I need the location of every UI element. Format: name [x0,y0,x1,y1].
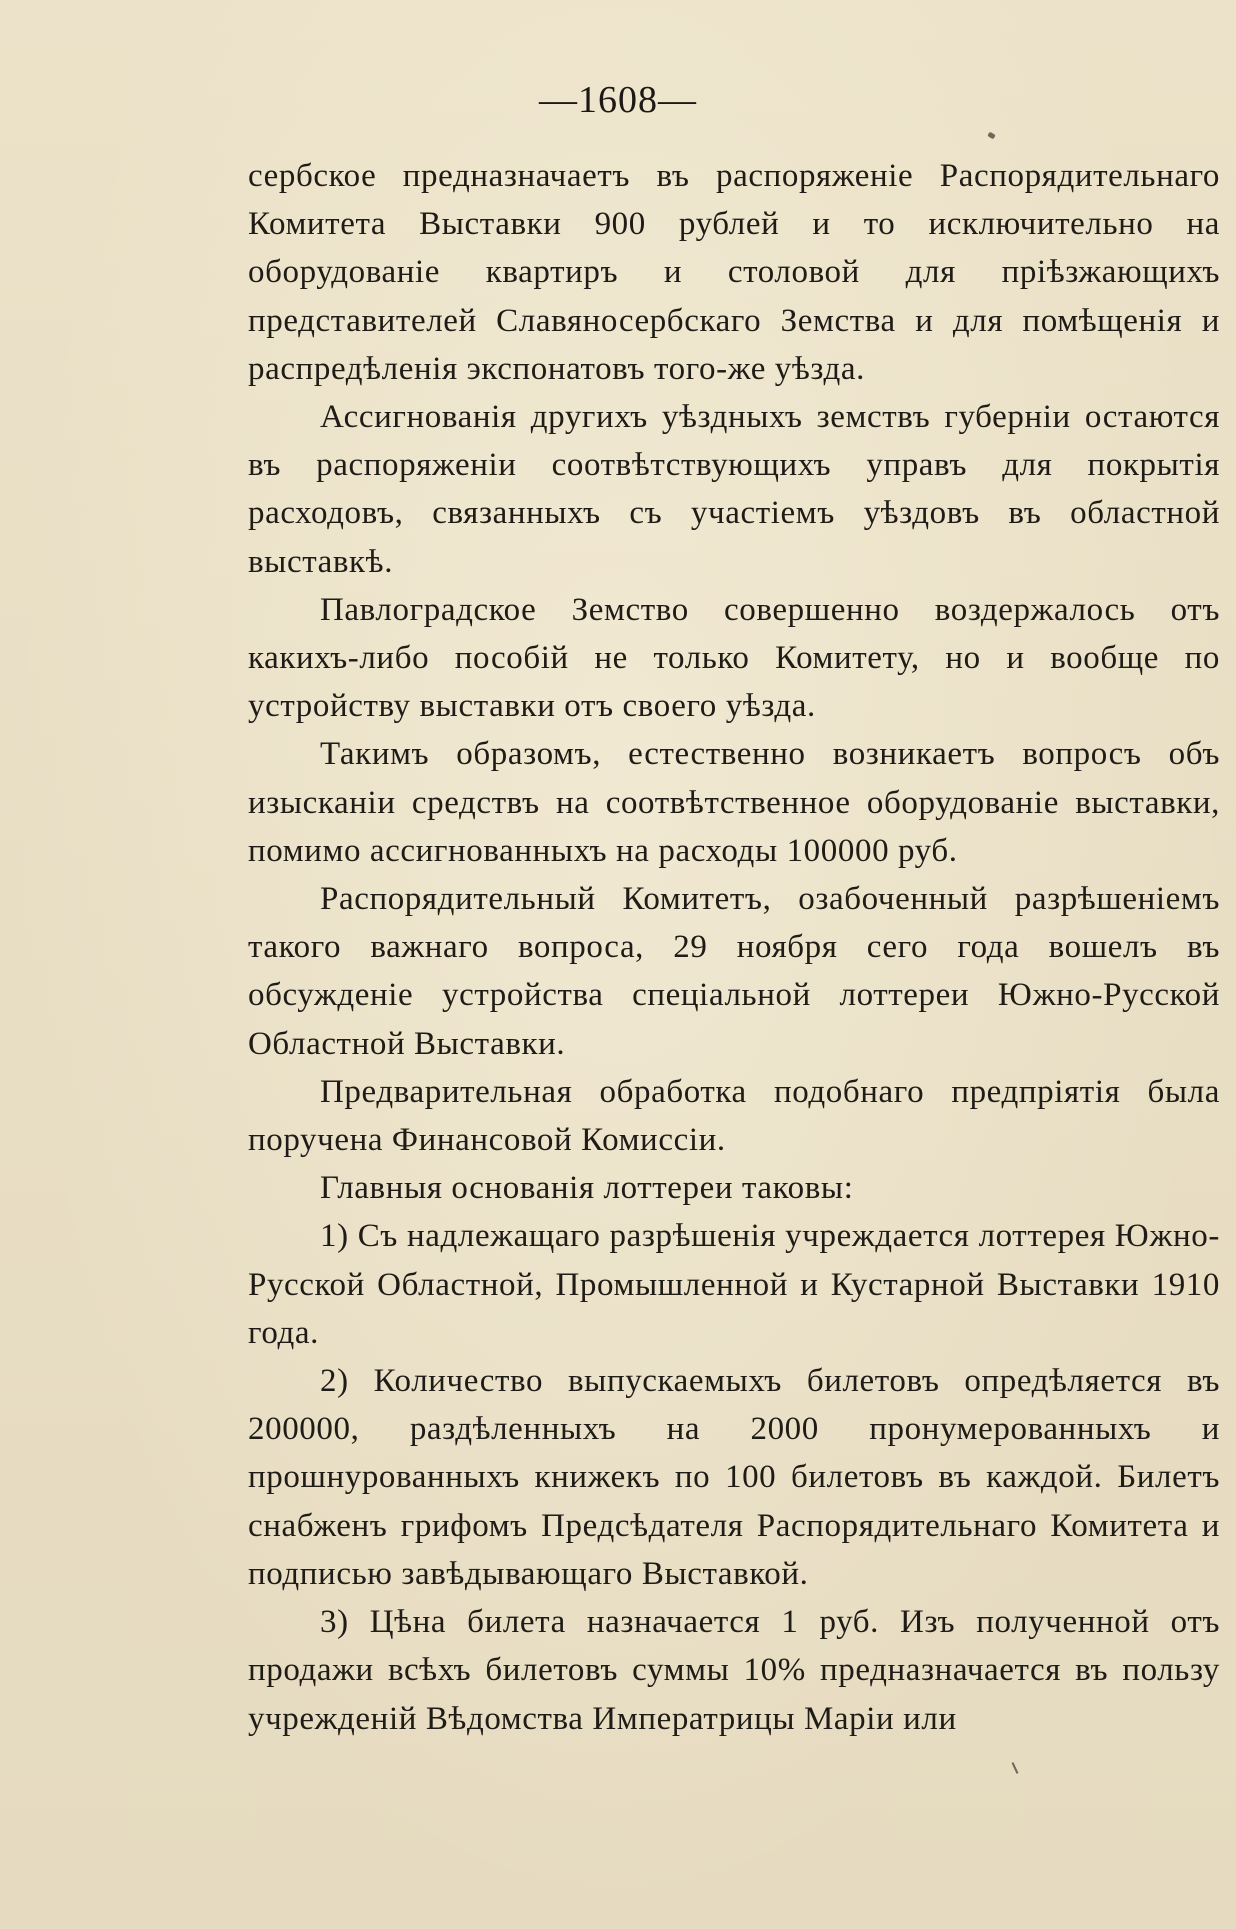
page-body [248,152,1220,1743]
page-number: —1608— [539,79,697,121]
paragraph-assignments: Ассигнованія другихъ уѣздныхъ земствъ губерніи остаются въ распоряженіи соотвѣтствующихъ управъ для покрытія расходовъ, связанныхъ съ участіемъ уѣздовъ въ областной выставкѣ. [248,399,1220,580]
paragraph-committee: Распорядительный Комитетъ, озабоченный разрѣшеніемъ такого важнаго вопроса, 29 ноября сего года вошелъ въ обсужденіе устройства спеціальной лоттереи Южно-Русской Областной Выставки. [248,881,1220,1062]
paragraph-principles-heading: Главныя основанія лоттереи таковы: [320,1170,854,1207]
ink-stroke [1012,1762,1019,1774]
paragraph-continuation: сербское предназначаетъ въ распоряженіе Распорядительнаго Комитета Выставки 900 рублей и то исключительно на оборудованіе квартиръ и столовой для пріѣзжающихъ представителей Славяносербскаго Земства и для помѣщенія и распредѣленія экспонатовъ того-же уѣзда. [248,158,1220,387]
paragraph-pavlograd: Павлоградское Земство совершенно воздержалось отъ какихъ-либо пособій не только Комитету, но и вообще по устройству выставки отъ своего уѣзда. [248,591,1220,725]
paragraph-preliminary: Предварительная обработка подобнаго предпріятія была поручена Финансовой Комиссіи. [248,1073,1220,1159]
paragraph-point-3: 3) Цѣна билета назначается 1 руб. Изъ полученной отъ продажи всѣхъ билетовъ суммы 10% предназначается въ пользу учрежденій Вѣдомства Императрицы Маріи или [248,1604,1220,1737]
paragraph-question: Такимъ образомъ, естественно возникаетъ вопросъ объ изысканіи средствъ на соотвѣтственное оборудованіе выставки, помимо ассигнованныхъ на расходы 100000 руб. [248,736,1220,869]
paragraph-point-2: 2) Количество выпускаемыхъ билетовъ опредѣляется въ 200000, раздѣленныхъ на 2000 пронумерованныхъ и прошнурованныхъ книжекъ по 100 билетовъ въ каждой. Билетъ снабженъ грифомъ Предсѣдателя Распорядительнаго Комитета и подписью завѣдывающаго Выставкой. [248,1363,1220,1592]
paragraph-point-1: 1) Съ надлежащаго разрѣшенія учреждается лоттерея Южно-Русской Областной, Промышленной и Кустарной Выставки 1910 года. [248,1218,1220,1351]
ink-speck [987,132,996,140]
